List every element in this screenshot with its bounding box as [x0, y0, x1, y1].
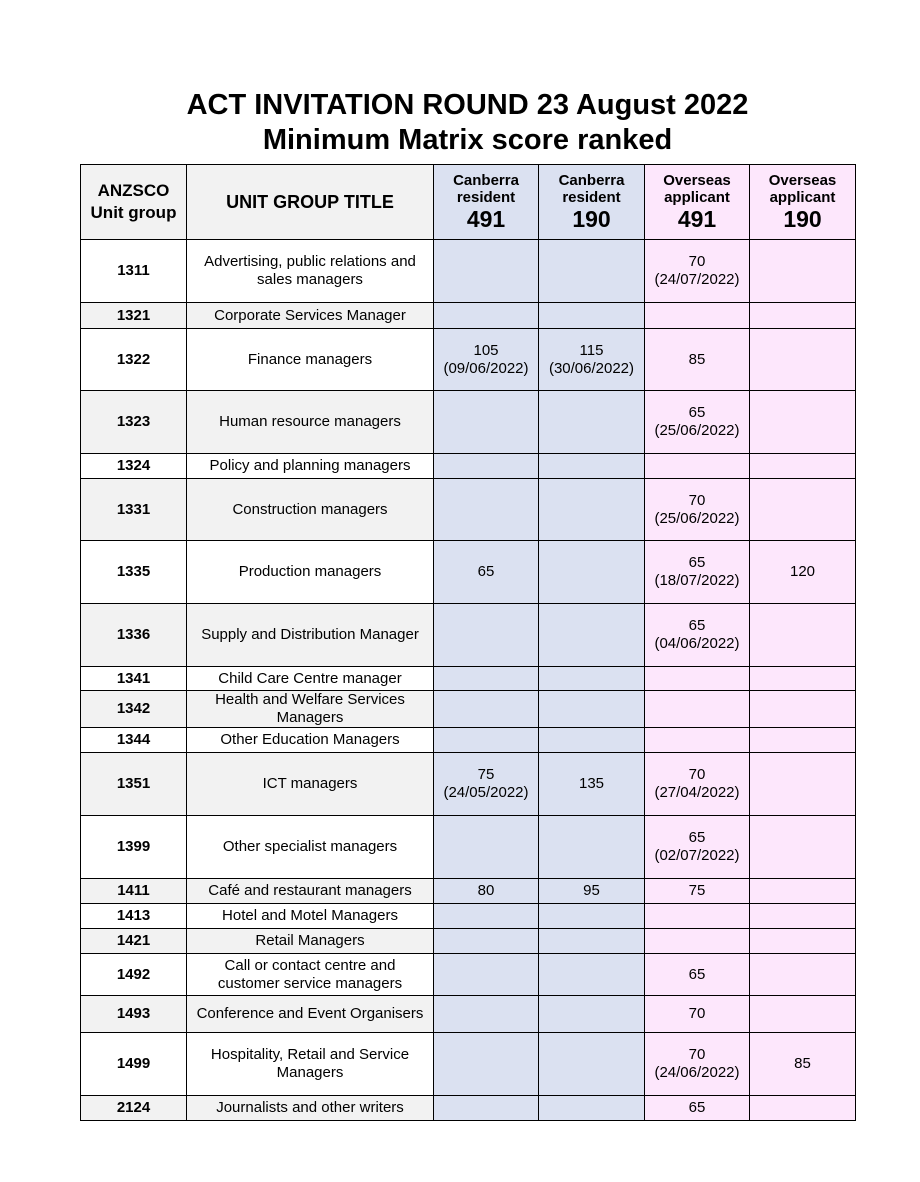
overseas-491-score — [645, 1033, 750, 1096]
matrix-score-table — [80, 164, 856, 1121]
overseas-190-score — [750, 479, 856, 541]
anzsco-code: 1421 — [81, 929, 187, 954]
document-subtitle: Minimum Matrix score ranked — [262, 124, 673, 156]
canberra-190-score — [539, 1096, 645, 1121]
canberra-491-score — [434, 753, 539, 816]
score-date: (25/06/2022) — [654, 509, 740, 527]
overseas-491-score — [645, 391, 750, 454]
overseas-491-score — [645, 904, 750, 929]
overseas-190-score — [750, 604, 856, 667]
header-overseas-190 — [750, 165, 856, 240]
unit-group-title: Retail Managers — [187, 929, 434, 954]
overseas-190-score — [750, 1033, 856, 1096]
header-overseas-491 — [645, 165, 750, 240]
overseas-190-score — [750, 929, 856, 954]
table-header-row — [81, 165, 856, 240]
unit-group-title: Supply and Distribution Manager — [187, 604, 434, 667]
anzsco-code: 1341 — [81, 667, 187, 691]
unit-group-title: Child Care Centre manager — [187, 667, 434, 691]
canberra-190-score — [539, 996, 645, 1033]
table-row — [81, 691, 856, 728]
canberra-491-score — [434, 904, 539, 929]
anzsco-code: 1342 — [81, 691, 187, 728]
canberra-491-score — [434, 1096, 539, 1121]
table-row — [81, 879, 856, 904]
anzsco-code: 1351 — [81, 753, 187, 816]
score-date: (27/04/2022) — [654, 784, 740, 801]
canberra-491-score — [434, 954, 539, 996]
anzsco-code: 1399 — [81, 816, 187, 879]
table-row — [81, 454, 856, 479]
overseas-190-score — [750, 667, 856, 691]
overseas-190-score — [750, 996, 856, 1033]
canberra-190-score — [539, 879, 645, 904]
anzsco-code: 1344 — [81, 728, 187, 753]
canberra-491-score — [434, 329, 539, 391]
overseas-491-score — [645, 728, 750, 753]
score-value: 70 — [688, 253, 706, 270]
header-anzsco: ANZSCO Unit group — [81, 165, 187, 240]
canberra-491-score — [434, 541, 539, 604]
score-value: 75 — [688, 882, 706, 899]
header-label: Overseas applicant — [663, 172, 731, 206]
canberra-491-score — [434, 728, 539, 753]
table-row — [81, 391, 856, 454]
header-subclass: 491 — [466, 206, 506, 232]
overseas-491-score — [645, 479, 750, 541]
table-row — [81, 753, 856, 816]
header-canberra-190 — [539, 165, 645, 240]
canberra-190-score — [539, 1033, 645, 1096]
overseas-491-score — [645, 667, 750, 691]
table-row — [81, 816, 856, 879]
header-unit-group-title: UNIT GROUP TITLE — [187, 165, 434, 240]
table-row — [81, 303, 856, 329]
overseas-491-score — [645, 541, 750, 604]
header-label: Canberra resident — [558, 172, 625, 206]
unit-group-title: Health and Welfare Services Managers — [187, 691, 434, 728]
anzsco-code: 1493 — [81, 996, 187, 1033]
overseas-190-score — [750, 879, 856, 904]
score-value: 120 — [789, 563, 816, 580]
canberra-190-score — [539, 728, 645, 753]
score-value: 70 — [688, 491, 706, 509]
score-date: (24/05/2022) — [443, 784, 529, 801]
canberra-190-score — [539, 904, 645, 929]
overseas-491-score — [645, 816, 750, 879]
canberra-190-score — [539, 391, 645, 454]
unit-group-title: Construction managers — [187, 479, 434, 541]
score-date: (09/06/2022) — [443, 359, 529, 377]
anzsco-code: 1413 — [81, 904, 187, 929]
anzsco-code: 1321 — [81, 303, 187, 329]
canberra-491-score — [434, 479, 539, 541]
overseas-491-score — [645, 996, 750, 1033]
table-row — [81, 728, 856, 753]
anzsco-code: 1331 — [81, 479, 187, 541]
overseas-190-score — [750, 1096, 856, 1121]
canberra-190-score — [539, 541, 645, 604]
document-title: ACT INVITATION ROUND 23 August 2022 — [186, 89, 749, 121]
canberra-190-score — [539, 816, 645, 879]
score-value: 80 — [477, 882, 495, 899]
overseas-491-score — [645, 329, 750, 391]
canberra-190-score — [539, 303, 645, 329]
anzsco-code: 1335 — [81, 541, 187, 604]
score-value: 85 — [688, 350, 706, 368]
unit-group-title: Production managers — [187, 541, 434, 604]
header-subclass: 190 — [572, 206, 611, 232]
header-canberra-491 — [434, 165, 539, 240]
overseas-190-score — [750, 753, 856, 816]
canberra-190-score — [539, 753, 645, 816]
score-date: (24/06/2022) — [654, 1064, 740, 1081]
score-date: (02/07/2022) — [654, 847, 740, 864]
overseas-491-score — [645, 879, 750, 904]
header-subclass: 190 — [783, 206, 822, 232]
canberra-190-score — [539, 667, 645, 691]
score-date: (25/06/2022) — [654, 422, 740, 439]
score-value: 65 — [688, 617, 706, 634]
overseas-190-score — [750, 391, 856, 454]
canberra-491-score — [434, 667, 539, 691]
overseas-190-score — [750, 454, 856, 479]
unit-group-title: Policy and planning managers — [187, 454, 434, 479]
unit-group-title: ICT managers — [187, 753, 434, 816]
overseas-491-score — [645, 929, 750, 954]
overseas-190-score — [750, 329, 856, 391]
table-row — [81, 904, 856, 929]
overseas-190-score — [750, 691, 856, 728]
score-value: 65 — [688, 554, 706, 571]
unit-group-title: Finance managers — [187, 329, 434, 391]
table-row — [81, 996, 856, 1033]
anzsco-code: 2124 — [81, 1096, 187, 1121]
canberra-491-score — [434, 391, 539, 454]
score-value: 65 — [688, 404, 706, 421]
unit-group-title: Advertising, public relations and sales managers — [187, 240, 434, 303]
overseas-190-score — [750, 541, 856, 604]
score-date: (24/07/2022) — [654, 271, 740, 288]
overseas-491-score — [645, 240, 750, 303]
canberra-190-score — [539, 479, 645, 541]
table-row — [81, 1033, 856, 1096]
canberra-190-score — [539, 929, 645, 954]
header-subclass: 491 — [677, 206, 717, 232]
table-row — [81, 240, 856, 303]
table-row — [81, 329, 856, 391]
overseas-491-score — [645, 1096, 750, 1121]
table-row — [81, 479, 856, 541]
table-row — [81, 667, 856, 691]
overseas-190-score — [750, 904, 856, 929]
overseas-190-score — [750, 954, 856, 996]
score-date: (18/07/2022) — [654, 572, 740, 589]
unit-group-title: Other specialist managers — [187, 816, 434, 879]
anzsco-code: 1492 — [81, 954, 187, 996]
canberra-491-score — [434, 929, 539, 954]
score-value: 85 — [794, 1055, 811, 1072]
unit-group-title: Hospitality, Retail and Service Managers — [187, 1033, 434, 1096]
unit-group-title: Corporate Services Manager — [187, 303, 434, 329]
table-body — [81, 240, 856, 1121]
canberra-491-score — [434, 454, 539, 479]
overseas-491-score — [645, 954, 750, 996]
canberra-491-score — [434, 604, 539, 667]
overseas-491-score — [645, 691, 750, 728]
score-date: (30/06/2022) — [548, 359, 635, 377]
overseas-491-score — [645, 454, 750, 479]
unit-group-title: Hotel and Motel Managers — [187, 904, 434, 929]
canberra-491-score — [434, 303, 539, 329]
unit-group-title: Other Education Managers — [187, 728, 434, 753]
canberra-190-score — [539, 329, 645, 391]
score-value: 105 — [473, 341, 499, 359]
score-value: 75 — [477, 766, 495, 783]
overseas-190-score — [750, 728, 856, 753]
canberra-491-score — [434, 879, 539, 904]
score-value: 70 — [688, 1005, 706, 1022]
table-row — [81, 929, 856, 954]
unit-group-title: Human resource managers — [187, 391, 434, 454]
canberra-491-score — [434, 240, 539, 303]
anzsco-code: 1323 — [81, 391, 187, 454]
canberra-190-score — [539, 954, 645, 996]
score-date: (04/06/2022) — [654, 635, 740, 652]
header-label: Overseas applicant — [768, 172, 837, 206]
score-value: 95 — [583, 882, 600, 899]
overseas-190-score — [750, 816, 856, 879]
score-value: 135 — [578, 775, 605, 792]
table-row — [81, 1096, 856, 1121]
overseas-491-score — [645, 604, 750, 667]
score-value: 115 — [579, 341, 604, 359]
anzsco-code: 1311 — [81, 240, 187, 303]
canberra-491-score — [434, 1033, 539, 1096]
overseas-491-score — [645, 753, 750, 816]
score-value: 65 — [688, 1099, 706, 1116]
canberra-491-score — [434, 996, 539, 1033]
canberra-190-score — [539, 454, 645, 479]
anzsco-code: 1336 — [81, 604, 187, 667]
unit-group-title: Conference and Event Organisers — [187, 996, 434, 1033]
canberra-491-score — [434, 691, 539, 728]
table-row — [81, 954, 856, 996]
canberra-190-score — [539, 604, 645, 667]
canberra-491-score — [434, 816, 539, 879]
overseas-190-score — [750, 303, 856, 329]
table-row — [81, 604, 856, 667]
anzsco-code: 1322 — [81, 329, 187, 391]
unit-group-title: Journalists and other writers — [187, 1096, 434, 1121]
score-value: 70 — [688, 766, 706, 783]
unit-group-title: Café and restaurant managers — [187, 879, 434, 904]
anzsco-code: 1324 — [81, 454, 187, 479]
score-value: 65 — [477, 563, 495, 580]
table-row — [81, 541, 856, 604]
anzsco-code: 1411 — [81, 879, 187, 904]
overseas-491-score — [645, 303, 750, 329]
score-value: 70 — [688, 1046, 706, 1063]
score-value: 65 — [688, 829, 706, 846]
unit-group-title: Call or contact centre and customer service managers — [187, 954, 434, 996]
overseas-190-score — [750, 240, 856, 303]
canberra-190-score — [539, 240, 645, 303]
header-label: Canberra resident — [453, 172, 519, 206]
canberra-190-score — [539, 691, 645, 728]
anzsco-code: 1499 — [81, 1033, 187, 1096]
score-value: 65 — [688, 965, 706, 983]
